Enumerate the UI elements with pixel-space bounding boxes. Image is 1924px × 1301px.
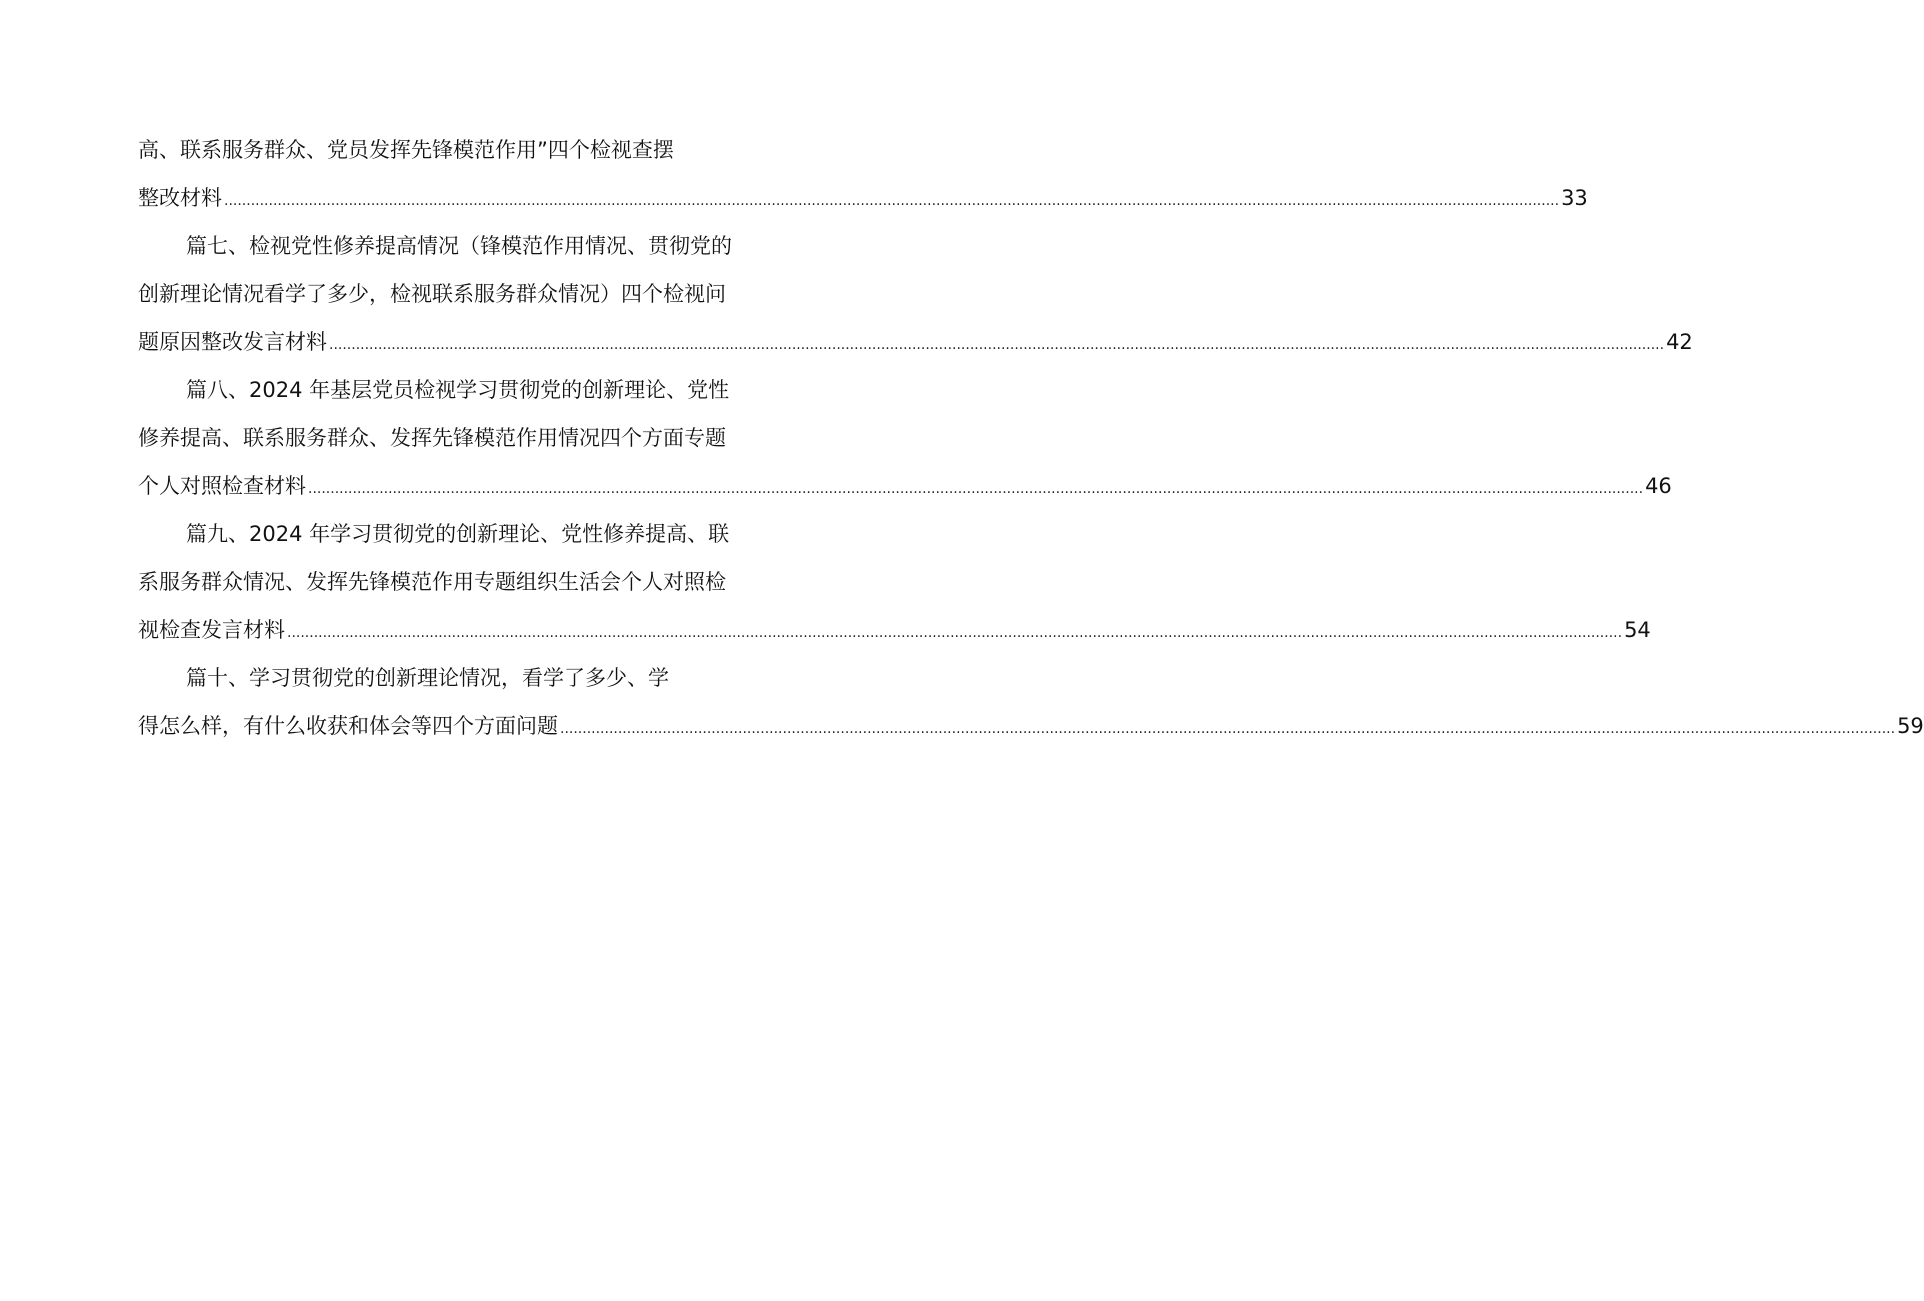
toc-entry-line <box>138 270 784 318</box>
toc-entry-text: 视检查发言材料 <box>138 618 285 642</box>
toc-entry-text: 个人对照检查材料 <box>138 474 306 498</box>
toc-entry-line <box>138 510 784 558</box>
toc-leader-dots: ............................................................................................................................................................................................................................................................................................................ <box>224 193 1560 209</box>
toc-leader-dots: ............................................................................................................................................................................................................................................................................................................ <box>308 481 1644 497</box>
toc-entry[interactable] <box>138 222 1693 366</box>
toc-entry-line <box>138 414 784 462</box>
toc-leader-dots: ............................................................................................................................................................................................................................................................................................................ <box>287 625 1623 641</box>
toc-page-number: 46 <box>1645 474 1672 498</box>
toc-entry-text: 修养提高、联系服务群众、发挥先锋模范作用情况四个方面专题 <box>138 426 726 450</box>
toc-entry-line <box>138 318 1693 366</box>
toc-entry-text: 系服务群众情况、发挥先锋模范作用专题组织生活会个人对照检 <box>138 570 726 594</box>
toc-entry-line <box>138 462 1672 510</box>
toc-leader-dots: ............................................................................................................................................................................................................................................................................................................ <box>560 721 1896 737</box>
toc-entry-line <box>138 126 784 174</box>
toc-entry-text: 题原因整改发言材料 <box>138 330 327 354</box>
toc-entry-line <box>138 366 784 414</box>
table-of-contents <box>138 126 1924 750</box>
toc-entry-line <box>138 654 784 702</box>
toc-entry[interactable] <box>138 654 1924 750</box>
toc-entry-text: 篇八、2024 年基层党员检视学习贯彻党的创新理论、党性 <box>186 378 730 402</box>
toc-page-number: 42 <box>1666 330 1693 354</box>
toc-entry-line <box>138 702 1924 750</box>
toc-page-number: 33 <box>1561 186 1588 210</box>
toc-page-number: 54 <box>1624 618 1651 642</box>
toc-entry-text: 高、联系服务群众、党员发挥先锋模范作用”四个检视查摆 <box>138 138 674 162</box>
toc-entry[interactable] <box>138 126 1588 222</box>
toc-page-number: 59 <box>1897 714 1924 738</box>
toc-entry-line <box>138 606 1651 654</box>
toc-entry-text: 篇九、2024 年学习贯彻党的创新理论、党性修养提高、联 <box>186 522 730 546</box>
toc-entry-line <box>138 558 784 606</box>
toc-entry-line <box>138 174 1588 222</box>
toc-entry-text: 创新理论情况看学了多少，检视联系服务群众情况）四个检视问 <box>138 282 726 306</box>
toc-entry-line <box>138 222 784 270</box>
toc-entry[interactable] <box>138 366 1672 510</box>
toc-entry[interactable] <box>138 510 1651 654</box>
toc-entry-text: 得怎么样，有什么收获和体会等四个方面问题 <box>138 714 558 738</box>
toc-entry-text: 篇十、学习贯彻党的创新理论情况，看学了多少、学 <box>186 666 669 690</box>
toc-entry-text: 整改材料 <box>138 186 222 210</box>
toc-entry-text: 篇七、检视党性修养提高情况（锋模范作用情况、贯彻党的 <box>186 234 732 258</box>
toc-leader-dots: ............................................................................................................................................................................................................................................................................................................ <box>329 337 1665 353</box>
